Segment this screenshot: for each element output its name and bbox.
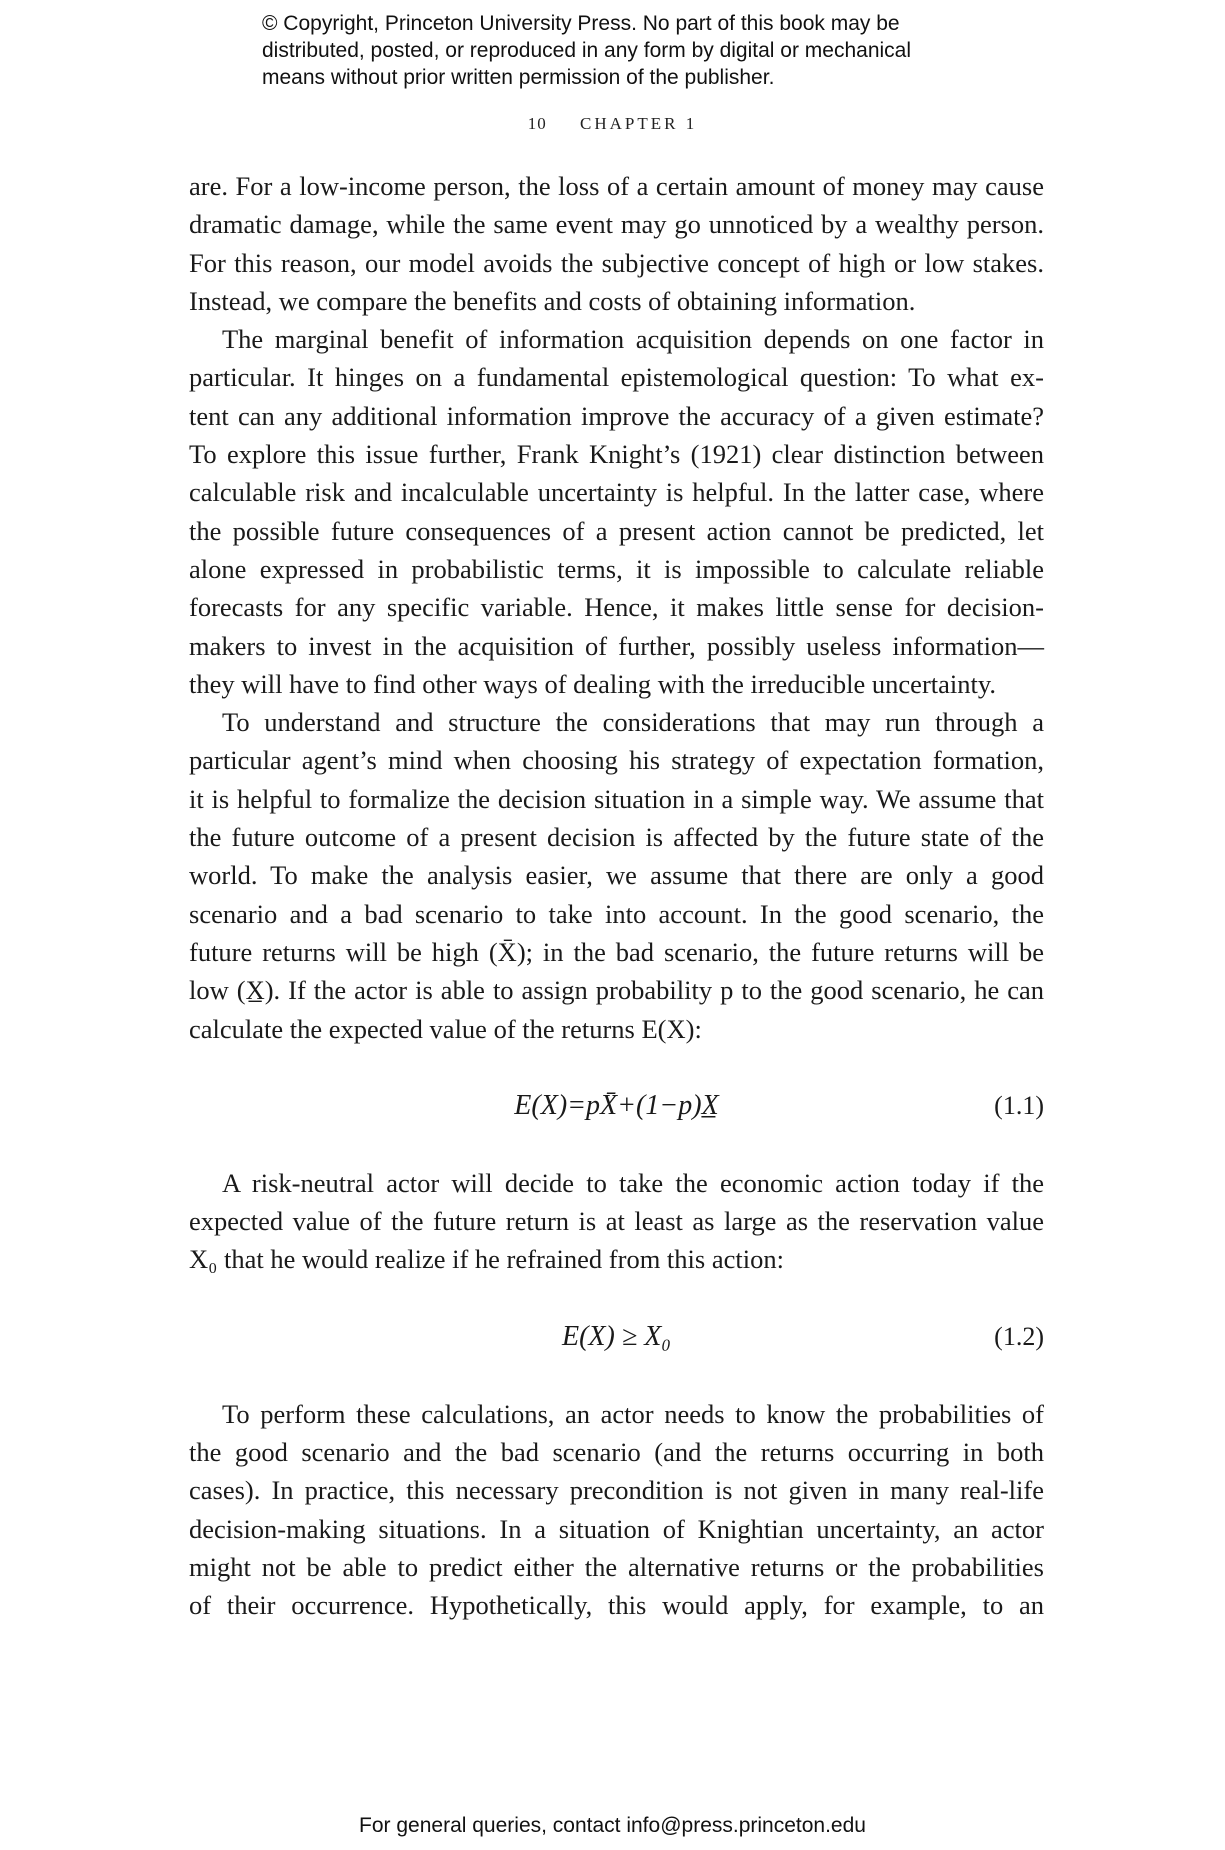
equation-number: (1.2) [994,1321,1044,1351]
text-line: it is helpful to formalize the decision situation in a simple way. We assume that [189,783,1044,814]
text-line: the possible future consequences of a present action cannot be predicted, let [189,515,1044,546]
text-line: they will have to find other ways of dealing with the irreducible uncertainty. [189,668,997,699]
text-line: might not be able to predict either the alternative returns or the probabilities [189,1551,1044,1582]
paragraph-1 [189,167,1044,320]
chapter-title: CHAPTER 1 [580,114,698,133]
text-line: are. For a low-income person, the loss of a certain amount of money may cause [189,171,1044,201]
running-head [0,114,1225,134]
text-line: makers to invest in the acquisition of further, possibly useless information— [189,630,1044,661]
text-line: Instead, we compare the benefits and costs of obtaining information. [189,285,916,316]
text-line: calculable risk and incalculable uncertainty is helpful. In the latter case, where [189,477,1044,508]
text-line: calculate the expected value of the returns E(X): [189,1013,702,1044]
text-line: The marginal benefit of information acquisition depends on one factor in [222,324,1044,355]
copyright-line: distributed, posted, or reproduced in any form by digital or mechanical [262,39,912,62]
equation-body: E(X) ≥ X₀ [561,1320,672,1352]
equation-1-2 [189,1314,1044,1360]
text-line: particular. It hinges on a fundamental epistemological question: To what ex- [189,362,1044,393]
paragraph-4 [189,1164,1044,1279]
text-line: forecasts for any specific variable. Hence, it makes little sense for decision- [189,592,1044,623]
text-line: decision-making situations. In a situation of Knightian uncertainty, an actor [189,1513,1044,1544]
text-line: of their occurrence. Hypothetically, this would apply, for example, to an [189,1590,1044,1621]
footer-contact: For general queries, contact info@press.princeton.edu [359,1814,866,1837]
text-line: scenario and a bad scenario to take into account. In the good scenario, the [189,898,1044,929]
text-line: tent can any additional information improve the accuracy of a given estimate? [189,400,1044,431]
text-line: world. To make the analysis easier, we assume that there are only a good [189,860,1044,891]
copyright-line: © Copyright, Princeton University Press. No part of this book may be [262,12,900,35]
text-line: To explore this issue further, Frank Knight’s (1921) clear distinction between [189,439,1044,470]
equation-1-1 [189,1083,1044,1129]
text-line: cases). In practice, this necessary precondition is not given in many real-life [189,1475,1044,1506]
text-line: expected value of the future return is at least as large as the reservation value [189,1206,1044,1237]
equation-body: E(X)=pX̄+(1−p)X̲ [514,1089,719,1121]
copyright-line: means without prior written permission of the publisher. [262,66,775,89]
text-line: To perform these calculations, an actor needs to know the probabilities of [222,1398,1044,1429]
page-number: 10 [527,114,547,133]
text-line: alone expressed in probabilistic terms, it is impossible to calculate reliable [189,553,1044,584]
text-line: particular agent’s mind when choosing his strategy of expectation formation, [189,745,1044,776]
equation-number: (1.1) [994,1090,1044,1120]
paragraph-3 [189,703,1044,1048]
text-line: low (X̲). If the actor is able to assign probability p to the good scenario, he can [189,975,1044,1006]
text-line: To understand and structure the considerations that may run through a [222,707,1044,738]
text-line: X₀ that he would realize if he refrained from this action: [189,1244,784,1275]
paragraph-5 [189,1395,1044,1625]
text-line: dramatic damage, while the same event may go unnoticed by a wealthy person. [189,209,1044,240]
text-line: the future outcome of a present decision is affected by the future state of the [189,822,1044,853]
body-text [189,167,1044,1625]
text-line: future returns will be high (X̄); in the bad scenario, the future returns will be [189,936,1044,967]
text-line: For this reason, our model avoids the subjective concept of high or low stakes. [189,247,1044,278]
text-line: the good scenario and the bad scenario (and the returns occurring in both [189,1437,1044,1468]
paragraph-2 [189,320,1044,703]
copyright-notice [262,10,982,91]
text-line: A risk-neutral actor will decide to take the economic action today if the [222,1167,1044,1198]
